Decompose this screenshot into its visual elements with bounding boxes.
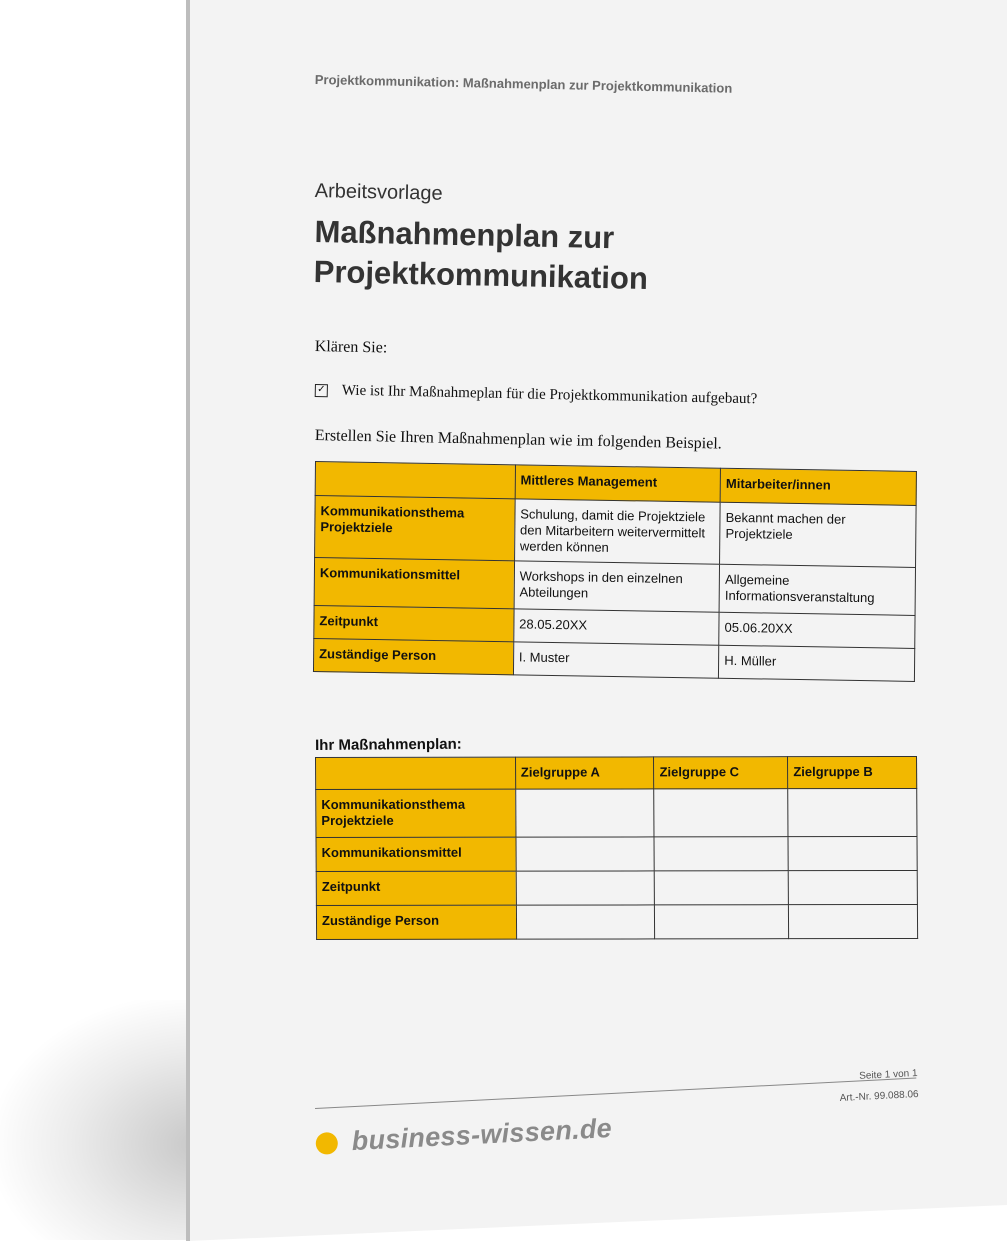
empty-cell[interactable] [655,905,789,939]
empty-cell[interactable] [654,837,788,871]
checklist-item-text: Wie ist Ihr Maßnahmeplan für die Projektkommunikation aufgebaut? [341,382,758,408]
row-label: Kommunikationsthema Projektziele [315,496,515,561]
intro-text: Klären Sie: [314,338,388,357]
page-number: Seite 1 von 1 [858,1067,918,1082]
table-row [316,836,917,871]
empty-cell[interactable] [789,904,918,938]
checkbox-checked-icon: ✓ [315,384,328,397]
row-label: Kommunikationsmittel [314,558,514,609]
page-shadow [0,1000,200,1240]
table-header-cell [315,462,515,499]
example-table [313,461,917,682]
table-header-row [316,756,917,789]
table-header-cell: Zielgruppe B [788,756,917,788]
running-header: Projektkommunikation: Maßnahmenplan zur Projektkommunikation [314,72,733,96]
plan-table [315,756,918,940]
article-number: Art.-Nr. 99.088.06 [839,1088,919,1104]
table-cell: Workshops in den einzelnen Abteilungen [514,561,720,612]
row-label: Kommunikationsmittel [316,837,516,871]
table-header-cell: Mittleres Management [515,465,721,502]
logo-text: business-wissen.de [350,1112,613,1157]
row-label: Zeitpunkt [316,871,516,905]
empty-cell[interactable] [654,789,788,837]
table-header-cell: Zielgruppe C [654,757,788,789]
empty-cell[interactable] [788,870,917,904]
table-header-cell: Mitarbeiter/innen [720,468,916,505]
table-row [315,496,917,568]
logo-dot-icon [315,1131,338,1154]
empty-cell[interactable] [515,789,654,837]
document-title: Maßnahmenplan zur Projektkommunikation [313,213,649,296]
row-label: Zuständige Person [313,639,513,675]
table-cell: H. Müller [719,645,915,681]
empty-cell[interactable] [516,871,655,905]
row-label: Zeitpunkt [314,606,514,642]
empty-cell[interactable] [516,837,655,871]
table-cell: Allgemeine Informationsveranstaltung [719,564,915,615]
table-row [316,788,917,837]
row-label: Kommunikationsthema Projektziele [316,789,516,837]
table-row [316,904,917,939]
row-label: Zuständige Person [316,905,516,939]
table-cell: 28.05.20XX [514,609,720,645]
page-info [812,1063,919,1110]
table-row [316,870,917,905]
table-header-cell [316,757,516,789]
lead-text: Erstellen Sie Ihren Maßnahmenplan wie im folgenden Beispiel. [314,427,722,453]
document-kicker: Arbeitsvorlage [314,180,443,205]
empty-cell[interactable] [788,836,917,870]
table-cell: 05.06.20XX [719,612,915,648]
empty-cell[interactable] [516,905,655,939]
table-cell: I. Muster [513,642,719,678]
table-cell: Bekannt machen der Projektziele [720,502,916,567]
empty-cell[interactable] [788,788,917,836]
table-header-cell: Zielgruppe A [515,757,654,789]
table-cell: Schulung, damit die Projektziele den Mitarbeitern weitervermittelt werden können [514,499,720,564]
empty-cell[interactable] [655,871,789,905]
plan-section-title: Ihr Maßnahmenplan: [315,735,462,754]
